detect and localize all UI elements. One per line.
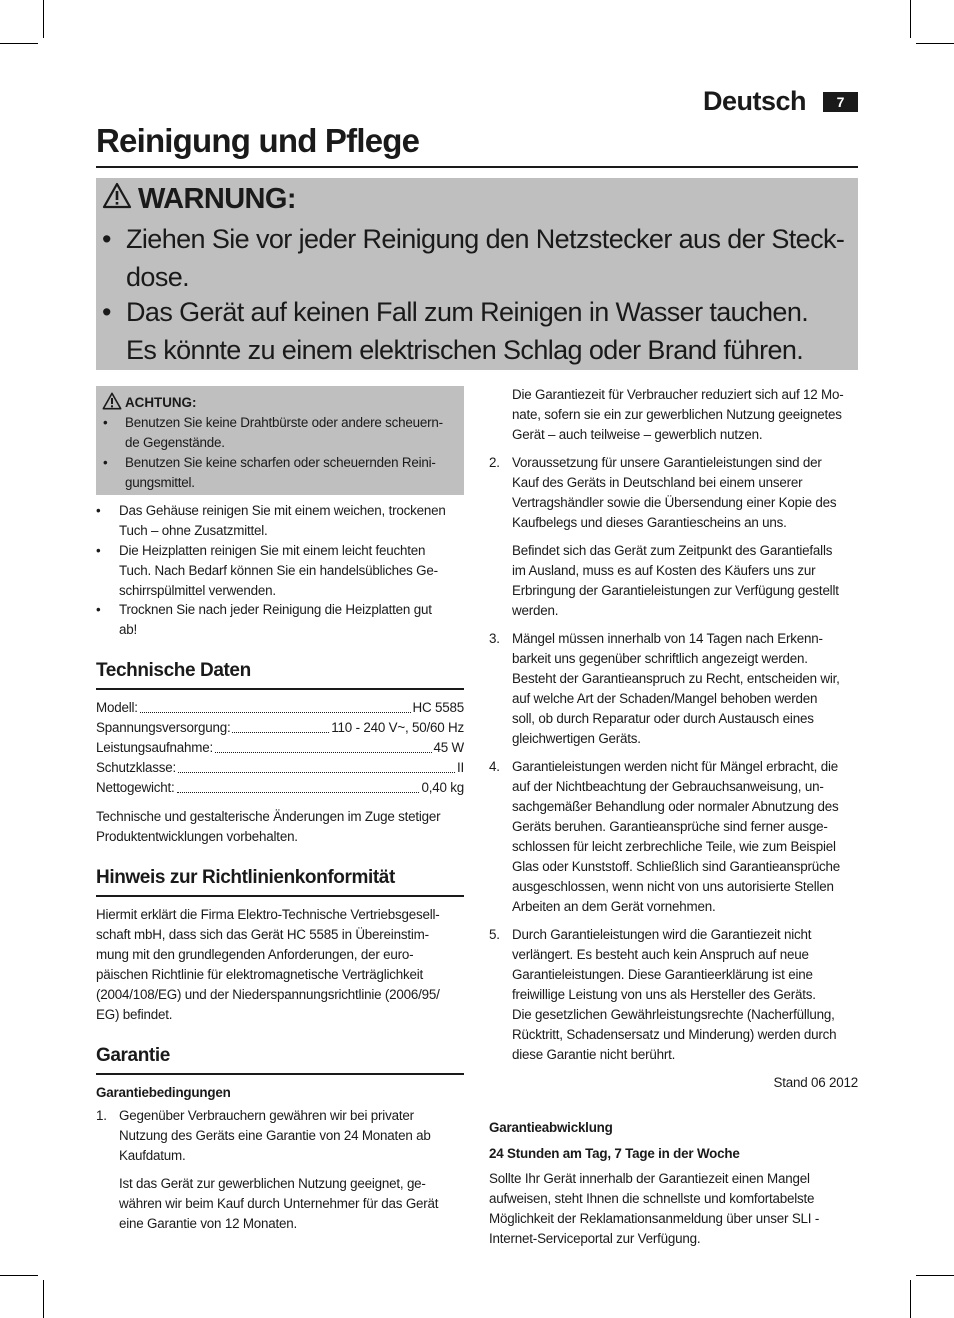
item-number: 3.: [489, 631, 500, 646]
bullet: •: [96, 503, 101, 518]
bullet: •: [102, 224, 111, 254]
warranty-item-text: Ist das Gerät zur gewerblichen Nutzung geeignet, ge- währen wir beim Kauf durch Unternehmer für das Gerät eine Garantie von 12 Monaten.: [119, 1176, 439, 1231]
crop-mark: [916, 43, 954, 44]
spec-row: [96, 778, 464, 798]
warning-item-text: Das Gerät auf keinen Fall zum Reinigen in Wasser tauchen. Es könnte zu einem elektrischen Schlag oder Brand führen.: [126, 297, 809, 365]
spec-row: [96, 758, 464, 778]
warranty-item-text: Gegenüber Verbrauchern gewähren wir bei privater Nutzung des Geräts eine Garantie von 24 Monaten ab Kaufdatum.: [119, 1108, 431, 1163]
title-divider: [96, 166, 858, 168]
crop-mark: [916, 1275, 954, 1276]
warranty-item-text: Befindet sich das Gerät zum Zeitpunkt des Garantiefalls im Ausland, muss es auf Kosten des Käufers uns zur Erbringung der Garantieleistungen zur Verfügung gestellt werden.: [512, 543, 839, 618]
attention-heading: [102, 392, 196, 413]
care-item-text: Trocknen Sie nach jeder Reinigung die Heizplatten gut ab!: [119, 602, 432, 637]
warranty-item-text: Mängel müssen innerhalb von 14 Tagen nach Erkenn- barkeit uns gegenüber schriftlich angezeigt werden. Besteht der Garantieanspruch zu Recht, entscheiden wir, auf welche Art der Schaden/Mangel behoben werden soll, ob durch Reparatur oder durch Austausch eines gleichwertigen Geräts.: [512, 631, 840, 746]
page-number: 7: [823, 92, 858, 112]
crop-mark: [910, 0, 911, 38]
spec-label: Leistungsaufnahme:: [96, 740, 214, 755]
leader-dots: [215, 738, 432, 753]
item-number: 5.: [489, 927, 500, 942]
spec-row: [96, 718, 464, 738]
warranty-conditions-title: Garantiebedingungen: [96, 1085, 231, 1100]
warranty-title: Garantie: [96, 1045, 170, 1066]
attention-heading-text: ACHTUNG:: [125, 395, 197, 410]
section-divider: [96, 1073, 464, 1075]
item-number: 4.: [489, 759, 500, 774]
bullet: •: [103, 415, 108, 430]
tech-data-title: Technische Daten: [96, 660, 251, 681]
conformity-text: Hiermit erklärt die Firma Elektro-Technische Vertriebsgesell- schaft mbH, dass sich das Gerät HC 5585 in Übereinstim- mung mit den grundlegenden Anforderungen, der euro- päischen Richtlinie für elektromagnetische Verträglichkeit (2004/108/EG) und der Niederspannungsrichtlinie (2006/95/ EG) befindet.: [96, 907, 440, 1022]
crop-mark: [0, 43, 38, 44]
attention-box: [96, 386, 464, 495]
warning-heading: [102, 182, 296, 217]
item-number: 1.: [96, 1108, 107, 1123]
crop-mark: [910, 1280, 911, 1318]
spec-row: [96, 738, 464, 758]
handling-title: Garantieabwicklung: [489, 1120, 613, 1135]
conformity-title: Hinweis zur Richtlinienkonformität: [96, 867, 395, 888]
section-divider: [96, 895, 464, 897]
crop-mark: [0, 1275, 38, 1276]
spec-label: Spannungsversorgung:: [96, 720, 231, 735]
warning-heading-text: WARNUNG:: [138, 183, 296, 215]
item-number: 2.: [489, 455, 500, 470]
attention-item-text: Benutzen Sie keine Drahtbürste oder andere scheuern- de Gegenstände.: [125, 415, 443, 450]
stand-date: Stand 06 2012: [773, 1075, 858, 1090]
warning-triangle-icon: [102, 182, 138, 217]
warning-box: [96, 178, 858, 370]
page-title: Reinigung und Pflege: [96, 122, 420, 159]
care-item-text: Die Heizplatten reinigen Sie mit einem leicht feuchten Tuch. Nach Bedarf können Sie ein handelsübliches Ge- schirrspülmittel verwenden.: [119, 543, 438, 598]
spec-value: II: [456, 760, 464, 775]
warning-item-text: Ziehen Sie vor jeder Reinigung den Netzstecker aus der Steck- dose.: [126, 224, 845, 292]
warning-triangle-icon: [102, 392, 125, 413]
crop-mark: [43, 1280, 44, 1318]
leader-dots: [178, 758, 455, 773]
care-item-text: Das Gehäuse reinigen Sie mit einem weichen, trockenen Tuch – ohne Zusatzmittel.: [119, 503, 446, 538]
tech-note: Technische und gestalterische Änderungen im Zuge stetiger Produktentwicklungen vorbehalten.: [96, 809, 441, 844]
language-label: Deutsch: [702, 86, 806, 116]
spec-value: 45 W: [433, 740, 464, 755]
bullet: •: [102, 297, 111, 327]
leader-dots: [140, 698, 411, 713]
bullet: •: [103, 455, 108, 470]
attention-item-text: Benutzen Sie keine scharfen oder scheuernden Reini- gungsmittel.: [125, 455, 436, 490]
handling-text: Sollte Ihr Gerät innerhalb der Garantiezeit einen Mangel aufweisen, steht Ihnen die schnellste und komfortabelste Möglichkeit der Reklamationsanmeldung über unser SLI - Internet-Serviceportal zur Verfügung.: [489, 1171, 820, 1246]
spec-value: 110 - 240 V~, 50/60 Hz: [331, 720, 464, 735]
spec-label: Nettogewicht:: [96, 780, 175, 795]
handling-subtitle: 24 Stunden am Tag, 7 Tage in der Woche: [489, 1146, 740, 1161]
warranty-item-text: Die Garantiezeit für Verbraucher reduziert sich auf 12 Mo- nate, sofern sie ein zur gewerblichen Nutzung geeignetes Gerät – auch teilweise – gewerblich nutzen.: [512, 387, 844, 442]
section-divider: [96, 688, 464, 690]
spec-label: Schutzklasse:: [96, 760, 177, 775]
spec-row: [96, 698, 464, 718]
bullet: •: [96, 602, 101, 617]
spec-value: HC 5585: [412, 700, 464, 715]
spec-label: Modell:: [96, 700, 138, 715]
warranty-item-text: Durch Garantieleistungen wird die Garantiezeit nicht verlängert. Es besteht auch kein Anspruch auf neue Garantieleistungen. Diese Garantieerklärung ist eine freiwillige Leistung von uns als Hersteller des Geräts. Die gesetzlichen Gewährleistungsrechte (Nacherfüllung, Rücktritt, Schadensersatz und Minderung) werden durch diese Garantie nicht berührt.: [512, 927, 837, 1062]
warranty-item-text: Voraussetzung für unsere Garantieleistungen sind der Kauf des Geräts in Deutschland bei einem unserer Vertragshändler sowie die Übersendung einer Kopie des Kaufbelegs und dieses Garantiescheins an uns.: [512, 455, 837, 530]
spec-value: 0,40 kg: [421, 780, 464, 795]
crop-mark: [43, 0, 44, 38]
warranty-item-text: Garantieleistungen werden nicht für Mängel erbracht, die auf der Nichtbeachtung der Gebrauchsanweisung, un- sachgemäßer Behandlung oder normaler Abnutzung des Geräts beruhen. Garantieansprüche sind ferner ausge- schlossen für leicht zerbrechliche Teile, wie zum Beispiel Glas oder Kunststoff. Schließlich sind Garantieansprüche ausgeschlossen, wenn nicht von uns autorisierte Stellen Arbeiten an dem Gerät vornehmen.: [512, 759, 840, 914]
leader-dots: [232, 718, 329, 733]
leader-dots: [177, 778, 420, 793]
bullet: •: [96, 543, 101, 558]
